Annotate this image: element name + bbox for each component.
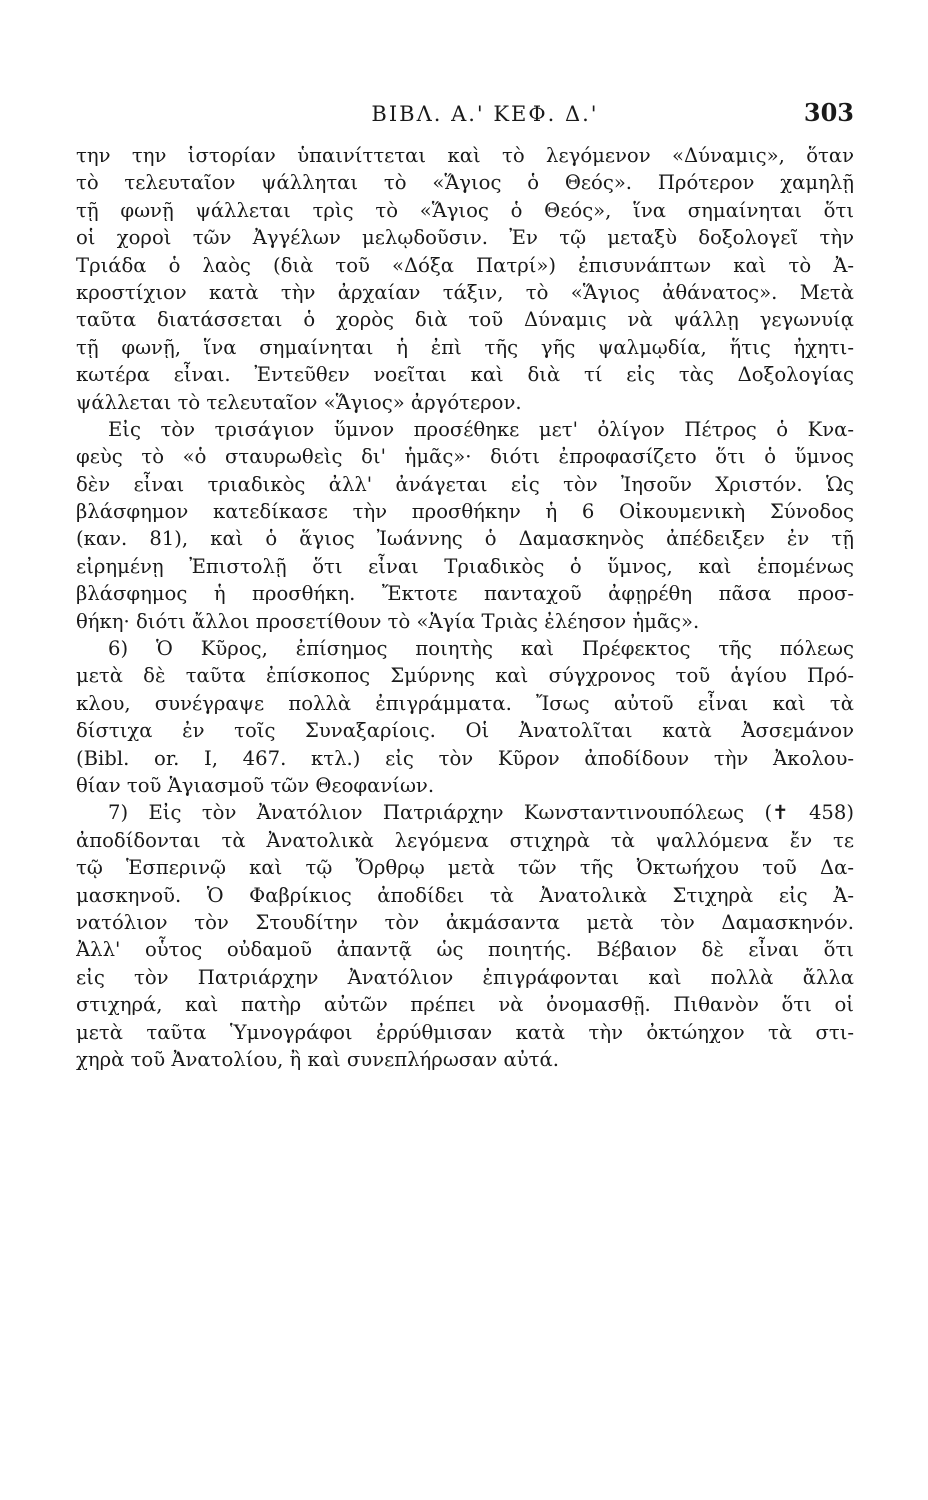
- text-line: μετὰ δὲ ταῦτα ἐπίσκοπος Σμύρνης καὶ σύγχρονος τοῦ ἁγίου Πρό-: [76, 664, 854, 688]
- text-line: δίστιχα ἐν τοῖς Συναξαρίοις. Οἱ Ἀνατολῖται κατὰ Ἀσσεμάνον: [76, 719, 854, 743]
- body-text: [76, 142, 854, 1073]
- text-line: (Bibl. or. I, 467. κτλ.) εἰς τὸν Κῦρον ἀποδίδουν τὴν Ἀκολου-: [76, 746, 854, 770]
- page-header: [76, 96, 854, 136]
- text-line: βλάσφημος ἡ προσθήκη. Ἔκτοτε πανταχοῦ ἀφῃρέθη πᾶσα προσ-: [76, 582, 854, 606]
- running-head: ΒΙΒΛ. Α.' ΚΕΦ. Δ.': [371, 102, 599, 126]
- text-line: Εἰς τὸν τρισάγιον ὕμνον προσέθηκε μετ' ὀλίγον Πέτρος ὁ Κνα-: [108, 417, 854, 441]
- text-line: την την ἱστορίαν ὑπαινίττεται καὶ τὸ λεγόμενον «Δύναμις», ὅταν: [76, 144, 854, 167]
- text-line: κλου, συνέγραψε πολλὰ ἐπιγράμματα. Ἴσως αὐτοῦ εἶναι καὶ τὰ: [76, 691, 854, 715]
- text-line: 7) Εἰς τὸν Ἀνατόλιον Πατριάρχην Κωνσταντινουπόλεως (✝ 458): [108, 801, 854, 825]
- text-line: ταῦτα διατάσσεται ὁ χορὸς διὰ τοῦ Δύναμις νὰ ψάλλῃ γεγωνυίᾳ: [76, 308, 854, 332]
- text-line: θίαν τοῦ Ἁγιασμοῦ τῶν Θεοφανίων.: [76, 773, 435, 797]
- text-line: δὲν εἶναι τριαδικὸς ἀλλ' ἀνάγεται εἰς τὸν Ἰησοῦν Χριστόν. Ὡς: [76, 472, 854, 496]
- text-line: τῷ Ἑσπερινῷ καὶ τῷ Ὄρθρῳ μετὰ τῶν τῆς Ὀκτωήχου τοῦ Δα-: [76, 856, 854, 880]
- text-line: Ἀλλ' οὗτος οὐδαμοῦ ἀπαντᾷ ὡς ποιητής. Βέβαιον δὲ εἶναι ὅτι: [76, 938, 854, 962]
- text-line: μετὰ ταῦτα Ὑμνογράφοι ἐρρύθμισαν κατὰ τὴν ὀκτώηχον τὰ στι-: [76, 1020, 854, 1044]
- text-line: νατόλιον τὸν Στουδίτην τὸν ἀκμάσαντα μετὰ τὸν Δαμασκηνόν.: [76, 910, 854, 934]
- text-line: Τριάδα ὁ λαὸς (διὰ τοῦ «Δόξα Πατρί») ἐπισυνάπτων καὶ τὸ Ἀ-: [76, 253, 854, 277]
- text-line: χηρὰ τοῦ Ἀνατολίου, ἢ καὶ συνεπλήρωσαν αὐτά.: [76, 1047, 559, 1071]
- text-line: στιχηρά, καὶ πατὴρ αὐτῶν πρέπει νὰ ὀνομασθῇ. Πιθανὸν ὅτι οἱ: [76, 993, 854, 1017]
- text-line: (καν. 81), καὶ ὁ ἅγιος Ἰωάννης ὁ Δαμασκηνὸς ἀπέδειξεν ἐν τῇ: [76, 527, 854, 551]
- text-line: θήκη· διότι ἄλλοι προσετίθουν τὸ «Ἁγία Τριὰς ἐλέησον ἡμᾶς».: [76, 609, 700, 633]
- text-line: 6) Ὁ Κῦρος, ἐπίσημος ποιητὴς καὶ Πρέφεκτος τῆς πόλεως: [108, 637, 854, 661]
- text-line: μασκηνοῦ. Ὁ Φαβρίκιος ἀποδίδει τὰ Ἀνατολικὰ Στιχηρὰ εἰς Ἀ-: [76, 883, 854, 907]
- page-number: 303: [803, 98, 854, 127]
- text-line: κροστίχιον κατὰ τὴν ἀρχαίαν τάξιν, τὸ «Ἅγιος ἀθάνατος». Μετὰ: [76, 280, 854, 304]
- text-line: τὸ τελευταῖον ψάλληται τὸ «Ἅγιος ὁ Θεός». Πρότερον χαμηλῇ: [76, 171, 854, 195]
- text-line: βλάσφημον κατεδίκασε τὴν προσθήκην ἡ 6 Οἰκουμενικὴ Σύνοδος: [76, 500, 854, 524]
- text-line: τῇ φωνῇ, ἵνα σημαίνηται ἡ ἐπὶ τῆς γῆς ψαλμῳδία, ἥτις ἠχητι-: [76, 335, 854, 359]
- text-line: εἰρημένῃ Ἐπιστολῇ ὅτι εἶναι Τριαδικὸς ὁ ὕμνος, καὶ ἑπομένως: [76, 554, 854, 578]
- text-line: φεὺς τὸ «ὁ σταυρωθεὶς δι' ἡμᾶς»· διότι ἐπροφασίζετο ὅτι ὁ ὕμνος: [76, 445, 854, 469]
- text-line: οἱ χοροὶ τῶν Ἀγγέλων μελῳδοῦσιν. Ἐν τῷ μεταξὺ δοξολογεῖ τὴν: [76, 226, 854, 250]
- text-line: ψάλλεται τὸ τελευταῖον «Ἅγιος» ἀργότερον.: [76, 390, 522, 414]
- text-line: εἰς τὸν Πατριάρχην Ἀνατόλιον ἐπιγράφονται καὶ πολλὰ ἄλλα: [76, 965, 854, 989]
- text-line: ἀποδίδονται τὰ Ἀνατολικὰ λεγόμενα στιχηρὰ τὰ ψαλλόμενα ἔν τε: [76, 828, 854, 852]
- text-line: κωτέρα εἶναι. Ἐντεῦθεν νοεῖται καὶ διὰ τί εἰς τὰς Δοξολογίας: [76, 363, 854, 387]
- text-line: τῇ φωνῇ ψάλλεται τρὶς τὸ «Ἅγιος ὁ Θεός», ἵνα σημαίνηται ὅτι: [76, 198, 854, 222]
